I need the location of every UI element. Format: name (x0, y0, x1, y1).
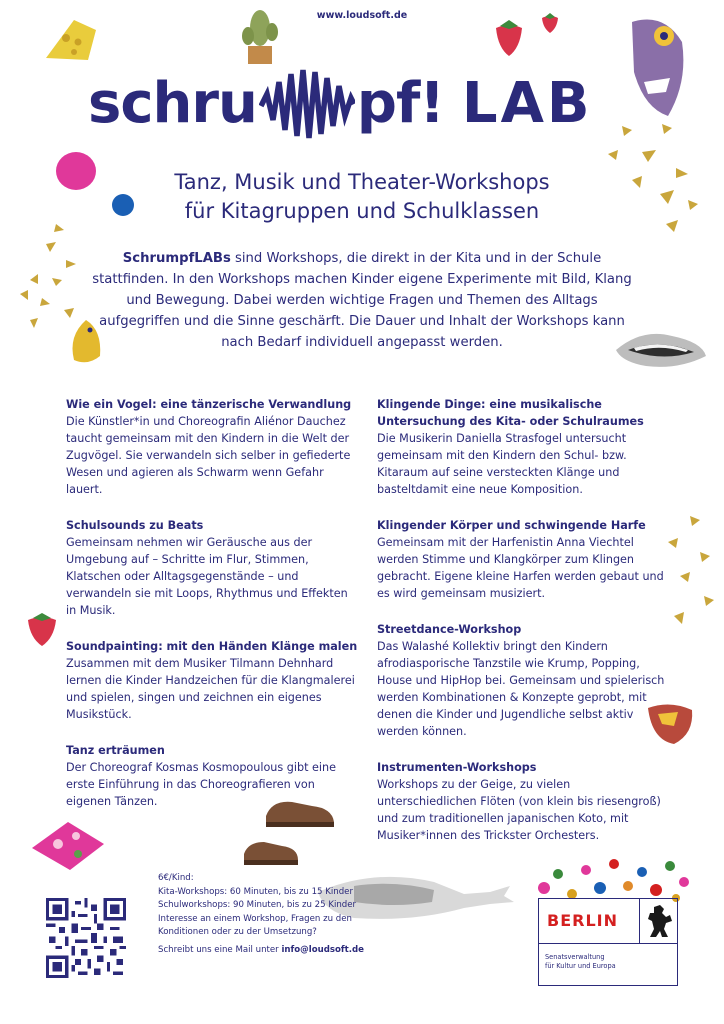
workshop-item (377, 517, 669, 602)
intro-text: sind Workshops, die direkt in der Kita und in der Schule stattfinden. In den Workshops machen Kinder eigene Experimente mit Bild, Klang und Bewegung. Dabei werden wichtige Fragen und Themen des Alltags aufgegriffen und die Sinne geschärft. Die Dauer und Inhalt der Workshops kann nach Bedarf individuell angepasst werden. (92, 251, 632, 350)
confetti-icon (660, 512, 720, 632)
shoe-icon (240, 836, 302, 870)
workshop-item (66, 638, 358, 723)
workshop-text: Der Choreograf Kosmas Kosmopoulous gibt eine erste Einführung in das Choreografieren von eigenen Tänzen. (66, 761, 337, 808)
workshop-title: Klingender Körper und schwingende Harfe (377, 519, 646, 532)
subtitle-line-2: für Kitagruppen und Schulklassen (184, 199, 540, 223)
info-question-1: Interesse an einem Workshop, Fragen zu den (158, 913, 352, 924)
senat-text (545, 953, 616, 971)
page-subtitle (60, 168, 664, 226)
info-block (158, 872, 378, 958)
cactus-icon (238, 6, 282, 66)
monster-icon (624, 12, 690, 122)
cheese-icon (44, 18, 98, 62)
workshop-title: Streetdance-Workshop (377, 623, 522, 636)
email-link[interactable]: info@loudsoft.de (281, 944, 364, 955)
workshop-item (377, 396, 669, 498)
subtitle-line-1: Tanz, Musik und Theater-Workshops (174, 170, 550, 194)
senat-line-2: für Kultur und Europa (545, 962, 616, 970)
info-contact (158, 944, 378, 958)
workshop-title: Schulsounds zu Beats (66, 519, 204, 532)
workshop-title: Tanz erträumen (66, 744, 165, 757)
strawberry-icon (492, 18, 526, 58)
workshop-item (66, 517, 358, 619)
senat-line-1: Senatsverwaltung (545, 953, 605, 961)
soundwave-icon (259, 64, 355, 144)
qr-code-icon[interactable] (46, 898, 126, 978)
info-mail-prefix: Schreibt uns eine Mail unter (158, 944, 282, 955)
website-url[interactable]: www.loudsoft.de (316, 10, 408, 21)
workshop-text: Zusammen mit dem Musiker Tilmann Dehnhard lernen die Kinder Handzeichen für die Klangmalerei und spielen, singen und zeichnen ein eigenes Musikstück. (66, 657, 355, 721)
brand-part1: schru (88, 71, 257, 136)
workshop-title: Instrumenten-Workshops (377, 761, 537, 774)
info-schul: Schulworkshops: 90 Minuten, bis zu 25 Kinder (158, 900, 357, 911)
berlin-logo (538, 898, 678, 986)
workshop-title: Soundpainting: mit den Händen Klänge malen (66, 640, 358, 653)
intro-paragraph (90, 248, 634, 353)
info-question-2: Konditionen oder zu der Umsetzung? (158, 927, 317, 938)
workshop-item (66, 396, 358, 498)
brand-part3: LAB (461, 71, 593, 136)
workshop-item (66, 742, 358, 810)
info-price: 6€/Kind: (158, 873, 194, 883)
berlin-divider (539, 943, 677, 944)
strawberry-icon (540, 12, 560, 34)
brand-part2: pf! (356, 71, 444, 136)
workshop-text: Workshops zu der Geige, zu vielen unterschiedlichen Flöten (von klein bis riesengroß) und zum traditionellen japanischen Koto, mit Musiker*innen des Trickster Orchesters. (377, 778, 661, 842)
workshop-text: Das Walashé Kollektiv bringt den Kindern afrodiasporische Tanzstile wie Krump, Popping, House und HipHop bei. Gemeinsam und spielerisch werden Kombinationen & Konzepte geprobt, mit denen die Kinder und Jugendliche selbst aktiv werden können. (377, 640, 665, 738)
workshop-text: Die Künstler*in und Choreografin Aliénor Dauchez taucht gemeinsam mit den Kindern in die Welt der Zugvögel. Sie verwandeln sich selber in gefiederte Wesen und agieren als Schwarm wenn Gefahr lauert. (66, 415, 351, 496)
berlin-wordmark: BERLIN (547, 911, 618, 930)
workshop-text: Gemeinsam mit der Harfenistin Anna Viechtel werden Stimme und Klangkörper zum Klingen gebracht. Eigene kleine Harfen werden gebaut und es wird gemeinsam musiziert. (377, 536, 664, 600)
workshop-text: Gemeinsam nehmen wir Geräusche aus der Umgebung auf – Schritte im Flur, Stimmen, Klatschen oder Alltagsgegenstände – und verwandeln sie mit Loops, Rhythmus und Effekten in Musik. (66, 536, 348, 617)
info-kita: Kita-Workshops: 60 Minuten, bis zu 15 Kinder (158, 886, 353, 897)
workshop-title: Klingende Dinge: eine musikalische Untersuchung des Kita- oder Schulraumes (377, 398, 644, 428)
berlin-bear-box (639, 899, 678, 943)
workshop-text: Die Musikerin Daniella Strasfogel untersucht gemeinsam mit den Kindern den Schul- bzw. Kitaraum auf seine versteckten Klänge und basteltdamit eine neue Komposition. (377, 432, 627, 496)
workshops-left-column (66, 396, 358, 829)
workshop-title: Wie ein Vogel: eine tänzerische Verwandlung (66, 398, 352, 411)
brand-logo (88, 64, 593, 144)
intro-bold: SchrumpfLABs (122, 251, 231, 266)
strawberry-icon (24, 612, 60, 648)
berlin-bear-icon (640, 899, 678, 943)
workshop-item (377, 759, 669, 844)
workshop-item (377, 621, 669, 740)
workshops-right-column (377, 396, 669, 863)
